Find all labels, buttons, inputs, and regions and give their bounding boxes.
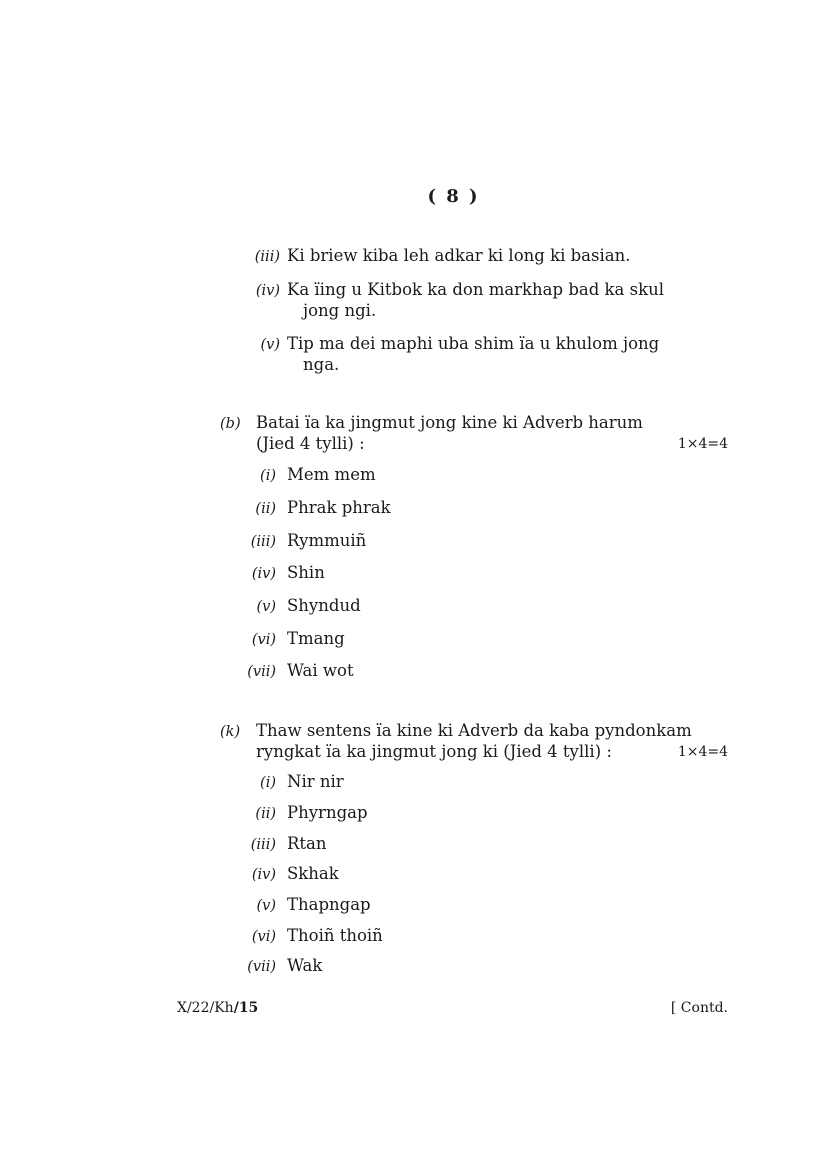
item-number: (v) xyxy=(256,599,276,615)
item-text: Phyrngap xyxy=(287,803,368,822)
item-number: (iii) xyxy=(250,534,276,550)
item-text: Shin xyxy=(287,563,325,582)
item-text: Thapngap xyxy=(287,895,371,914)
item-number: (i) xyxy=(260,775,276,791)
question-text: Thaw sentens ïa kine ki Adverb da kaba pyndonkam xyxy=(256,721,692,740)
item-text: Wai wot xyxy=(287,661,354,680)
section-label: (b) xyxy=(220,416,241,432)
question-text-cont: (Jied 4 tylli) : xyxy=(256,434,365,453)
item-number: (iv) xyxy=(251,566,276,582)
item-text: Rymmuiñ xyxy=(287,531,367,550)
item-number: (vi) xyxy=(251,929,276,945)
page-number: ( 8 ) xyxy=(427,186,480,207)
contd-label: [ Contd. xyxy=(670,1000,728,1016)
paper-code xyxy=(177,1000,258,1016)
question-text-cont: ryngkat ïa ka jingmut jong ki (Jied 4 tylli) : xyxy=(256,742,612,761)
marks: 1×4=4 xyxy=(677,744,728,760)
item-text: Skhak xyxy=(287,864,339,883)
item-number: (ii) xyxy=(255,806,276,822)
item-text: Phrak phrak xyxy=(287,498,391,517)
item-number: (vi) xyxy=(251,632,276,648)
item-number: (i) xyxy=(260,468,276,484)
item-text: Ki briew kiba leh adkar ki long ki basian. xyxy=(287,246,631,265)
item-text: Rtan xyxy=(287,834,327,853)
item-text: Shyndud xyxy=(287,596,361,615)
item-text: Wak xyxy=(287,956,323,975)
item-number: (vii) xyxy=(247,959,276,975)
item-number: (iv) xyxy=(255,283,280,299)
question-text: Batai ïa ka jingmut jong kine ki Adverb harum xyxy=(256,413,643,432)
item-text-cont: jong ngi. xyxy=(303,301,377,320)
item-text: Thoiñ thoiñ xyxy=(287,926,383,945)
item-number: (v) xyxy=(256,898,276,914)
marks: 1×4=4 xyxy=(677,436,728,452)
item-number: (v) xyxy=(260,337,280,353)
item-number: (iv) xyxy=(251,867,276,883)
item-text: Nir nir xyxy=(287,772,344,791)
item-number: (iii) xyxy=(250,837,276,853)
paper-code-suffix: /15 xyxy=(233,1000,259,1016)
item-text: Tip ma dei maphi uba shim ïa u khulom jong xyxy=(287,334,660,353)
section-label: (k) xyxy=(220,724,241,740)
item-number: (iii) xyxy=(254,249,280,265)
item-text: Tmang xyxy=(287,629,345,648)
item-text: Mem mem xyxy=(287,465,376,484)
item-text-cont: nga. xyxy=(303,355,340,374)
paper-code-prefix: X/22/Kh xyxy=(177,1000,234,1016)
item-number: (vii) xyxy=(247,664,276,680)
item-text: Ka ïing u Kitbok ka don markhap bad ka skul xyxy=(287,280,664,299)
item-number: (ii) xyxy=(255,501,276,517)
